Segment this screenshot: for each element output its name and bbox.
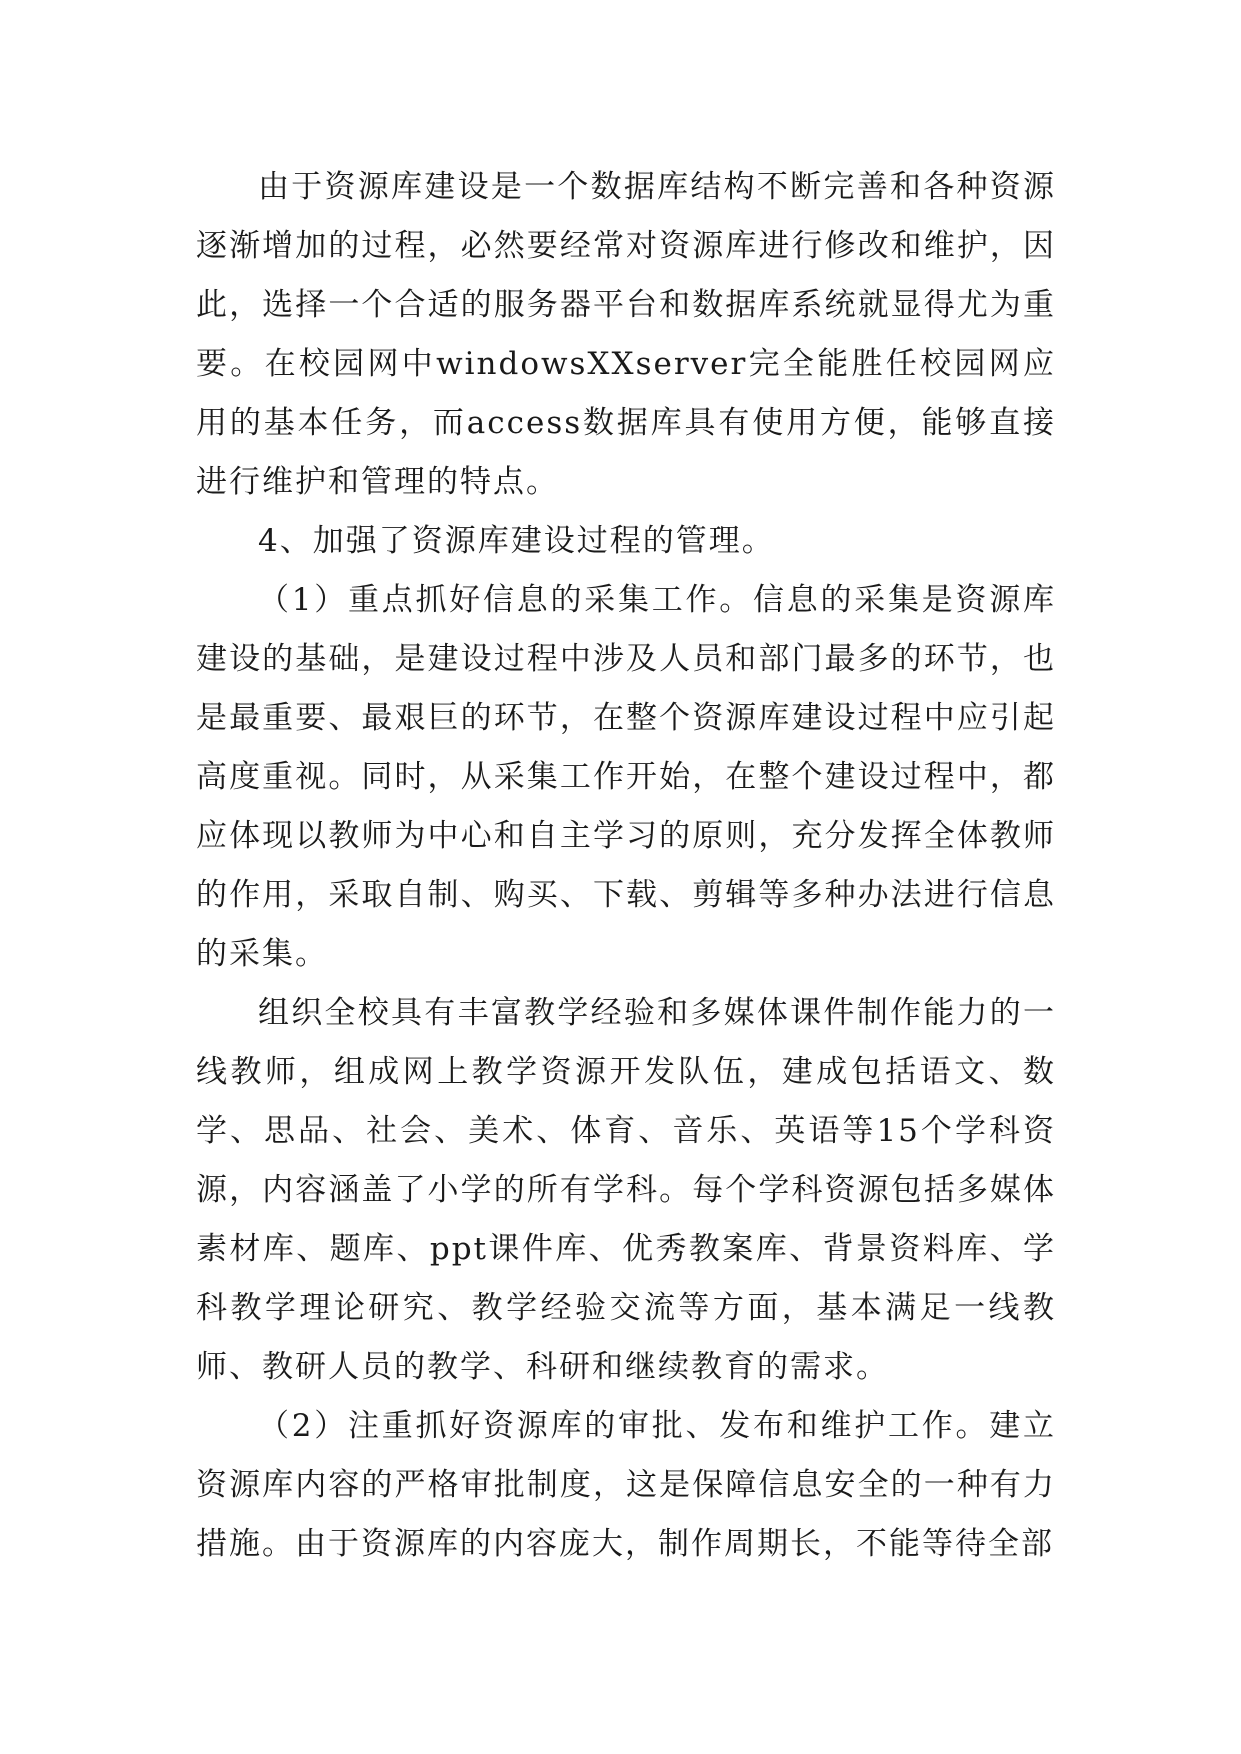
paragraph-item-1-information-collection: （1）重点抓好信息的采集工作。信息的采集是资源库建设的基础，是建设过程中涉及人员和部门最多的环节，也是最重要、最艰巨的环节，在整个资源库建设过程中应引起高度重视。同时，从采集工作开始，在整个建设过程中，都应体现以教师为中心和自主学习的原则，充分发挥全体教师的作用，采取自制、购买、下载、剪辑等多种办法进行信息的采集。 <box>196 582 1056 972</box>
paragraph-resource-library-construction: 由于资源库建设是一个数据库结构不断完善和各种资源逐渐增加的过程，必然要经常对资源库进行修改和维护，因此，选择一个合适的服务器平台和数据库系统就显得尤为重要。在校园网中windowsXXserver完全能胜任校园网应用的基本任务，而access数据库具有使用方便，能够直接进行维护和管理的特点。 <box>196 169 1056 500</box>
document-body <box>196 158 1056 1574</box>
paragraph-section-4-heading: 4、加强了资源库建设过程的管理。 <box>258 523 775 559</box>
paragraph-teacher-team: 组织全校具有丰富教学经验和多媒体课件制作能力的一线教师，组成网上教学资源开发队伍，建成包括语文、数学、思品、社会、美术、体育、音乐、英语等15个学科资源，内容涵盖了小学的所有学科。每个学科资源包括多媒体素材库、题库、ppt课件库、优秀教案库、背景资料库、学科教学理论研究、教学经验交流等方面，基本满足一线教师、教研人员的教学、科研和继续教育的需求。 <box>196 995 1056 1385</box>
paragraph-item-2-approval-publish: （2）注重抓好资源库的审批、发布和维护工作。建立资源库内容的严格审批制度，这是保障信息安全的一种有力措施。由于资源库的内容庞大，制作周期长，不能等待全部 <box>196 1408 1056 1562</box>
